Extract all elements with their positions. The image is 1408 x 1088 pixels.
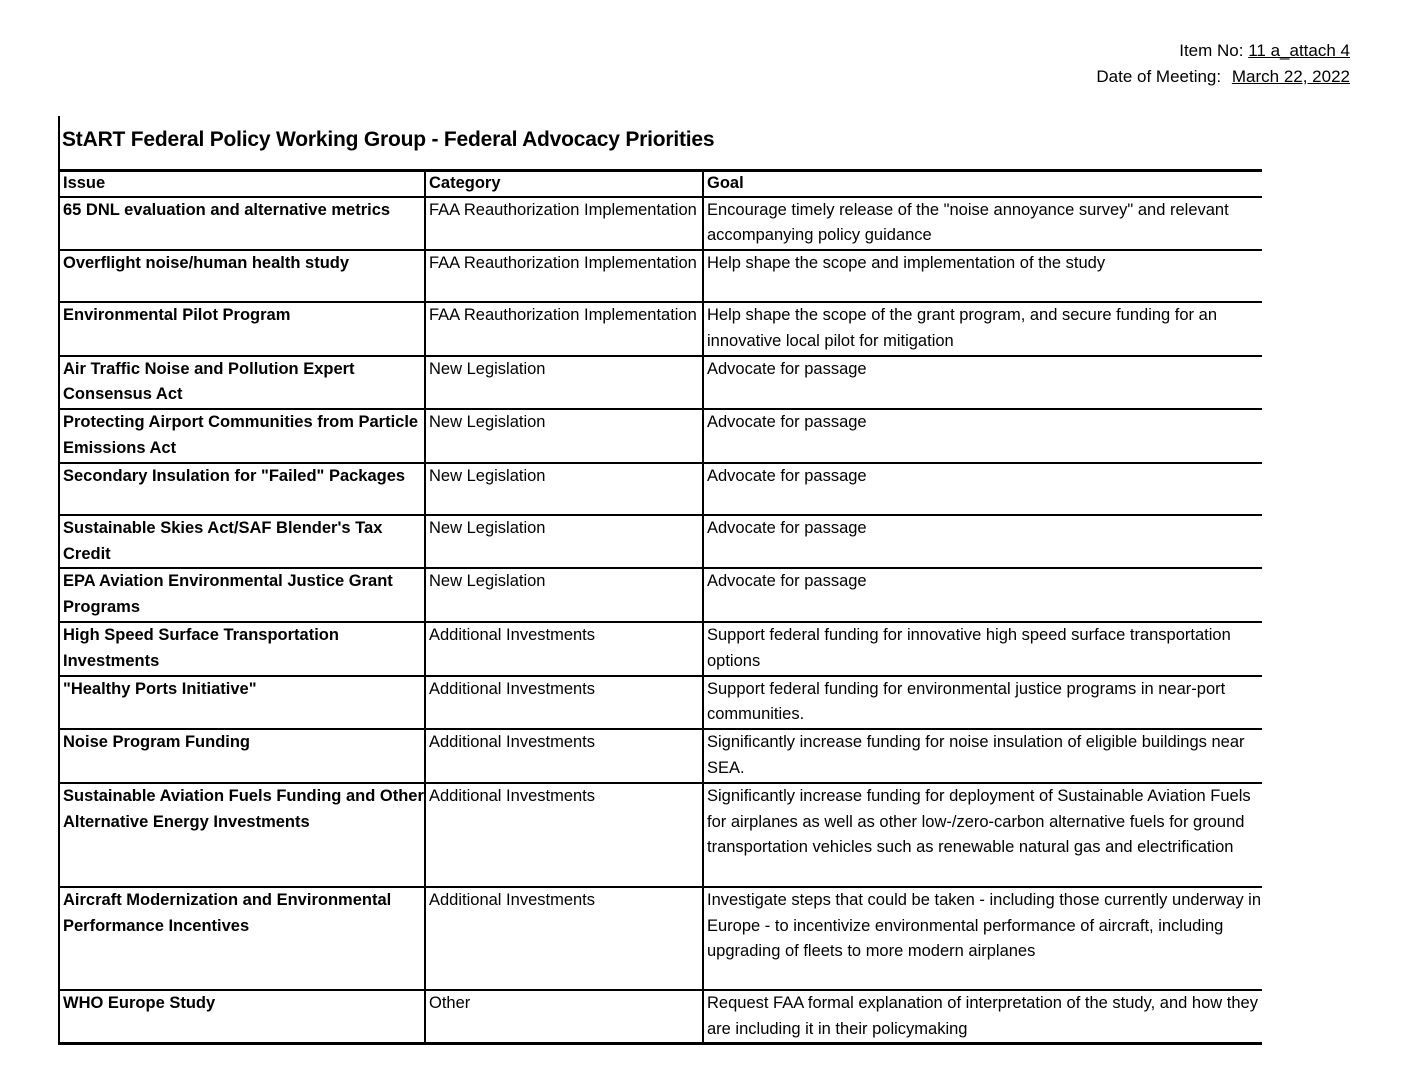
issue-cell: Noise Program Funding — [59, 729, 425, 783]
table-row — [59, 990, 1262, 1044]
issue-cell: Aircraft Modernization and Environmental Performance Incentives — [59, 887, 425, 990]
issue-cell: Environmental Pilot Program — [59, 302, 425, 356]
issue-cell: 65 DNL evaluation and alternative metrics — [59, 197, 425, 251]
category-cell: Other — [425, 990, 703, 1044]
goal-cell: Investigate steps that could be taken - including those currently underway in Europe - to incentivize environmental performance of aircraft, including upgrading of fleets to more modern airplanes — [703, 887, 1262, 990]
table-row — [59, 409, 1262, 463]
issue-cell: Protecting Airport Communities from Particle Emissions Act — [59, 409, 425, 463]
item-number-label: Item No: — [1179, 41, 1244, 60]
goal-cell: Advocate for passage — [703, 463, 1262, 515]
table-row — [59, 622, 1262, 676]
goal-cell: Support federal funding for environmental justice programs in near-port communities. — [703, 676, 1262, 730]
issue-cell: Air Traffic Noise and Pollution Expert Consensus Act — [59, 356, 425, 410]
table-row — [59, 197, 1262, 251]
category-cell: FAA Reauthorization Implementation — [425, 197, 703, 251]
category-cell: New Legislation — [425, 463, 703, 515]
table-row — [59, 302, 1262, 356]
goal-cell: Significantly increase funding for deployment of Sustainable Aviation Fuels for airplanes as well as other low-/zero-carbon alternative fuels for ground transportation vehicles such as renewable natural gas and electrification — [703, 783, 1262, 887]
table-row — [59, 783, 1262, 887]
category-cell: New Legislation — [425, 568, 703, 622]
category-cell: New Legislation — [425, 409, 703, 463]
issue-cell: Secondary Insulation for "Failed" Packages — [59, 463, 425, 515]
table-row — [59, 729, 1262, 783]
category-cell: FAA Reauthorization Implementation — [425, 302, 703, 356]
goal-cell: Support federal funding for innovative high speed surface transportation options — [703, 622, 1262, 676]
table-row — [59, 463, 1262, 515]
page-title: StART Federal Policy Working Group - Federal Advocacy Priorities — [62, 128, 715, 151]
category-cell: FAA Reauthorization Implementation — [425, 250, 703, 302]
table-row — [59, 887, 1262, 990]
left-border-rule — [58, 116, 60, 170]
table-header-row — [59, 171, 1262, 197]
meeting-meta — [1096, 38, 1350, 90]
issue-cell: Sustainable Skies Act/SAF Blender's Tax Credit — [59, 515, 425, 569]
column-header-category: Category — [425, 171, 703, 197]
issue-cell: WHO Europe Study — [59, 990, 425, 1044]
issue-cell: "Healthy Ports Initiative" — [59, 676, 425, 730]
issue-cell: Sustainable Aviation Fuels Funding and Other Alternative Energy Investments — [59, 783, 425, 887]
column-header-goal: Goal — [703, 171, 1262, 197]
category-cell: Additional Investments — [425, 887, 703, 990]
goal-cell: Help shape the scope of the grant program, and secure funding for an innovative local pilot for mitigation — [703, 302, 1262, 356]
priorities-table — [58, 169, 1262, 1045]
category-cell: Additional Investments — [425, 676, 703, 730]
goal-cell: Encourage timely release of the "noise annoyance survey" and relevant accompanying policy guidance — [703, 197, 1262, 251]
column-header-issue: Issue — [59, 171, 425, 197]
table-row — [59, 250, 1262, 302]
item-number-line — [1096, 38, 1350, 64]
category-cell: Additional Investments — [425, 622, 703, 676]
issue-cell: EPA Aviation Environmental Justice Grant Programs — [59, 568, 425, 622]
meeting-date-label: Date of Meeting: — [1096, 67, 1222, 86]
goal-cell: Advocate for passage — [703, 568, 1262, 622]
table-row — [59, 356, 1262, 410]
table-row — [59, 568, 1262, 622]
goal-cell: Help shape the scope and implementation of the study — [703, 250, 1262, 302]
goal-cell: Advocate for passage — [703, 515, 1262, 569]
goal-cell: Significantly increase funding for noise insulation of eligible buildings near SEA. — [703, 729, 1262, 783]
goal-cell: Request FAA formal explanation of interpretation of the study, and how they are including it in their policymaking — [703, 990, 1262, 1044]
table-row — [59, 515, 1262, 569]
issue-cell: Overflight noise/human health study — [59, 250, 425, 302]
category-cell: Additional Investments — [425, 783, 703, 887]
table-row — [59, 676, 1262, 730]
meeting-date-line — [1096, 64, 1350, 90]
category-cell: New Legislation — [425, 515, 703, 569]
goal-cell: Advocate for passage — [703, 409, 1262, 463]
category-cell: New Legislation — [425, 356, 703, 410]
issue-cell: High Speed Surface Transportation Investments — [59, 622, 425, 676]
goal-cell: Advocate for passage — [703, 356, 1262, 410]
category-cell: Additional Investments — [425, 729, 703, 783]
meeting-date-value: March 22, 2022 — [1231, 67, 1350, 86]
item-number-value: 11 a_attach 4 — [1248, 41, 1350, 60]
